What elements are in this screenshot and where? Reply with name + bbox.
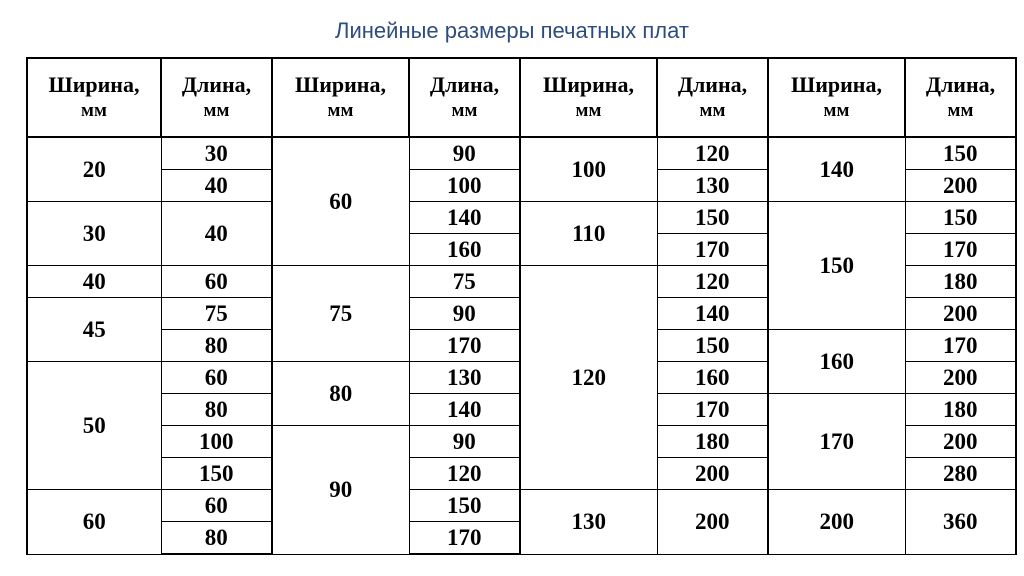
length-cell: 160 bbox=[409, 234, 520, 266]
length-cell: 80 bbox=[161, 394, 272, 426]
width-cell: 50 bbox=[27, 362, 161, 490]
length-cell: 80 bbox=[161, 330, 272, 362]
width-cell: 75 bbox=[272, 266, 409, 362]
length-cell: 160 bbox=[657, 362, 768, 394]
width-cell: 90 bbox=[272, 426, 409, 555]
length-cell: 130 bbox=[409, 362, 520, 394]
column-header bbox=[409, 58, 520, 137]
width-cell: 60 bbox=[27, 490, 161, 555]
width-cell: 30 bbox=[27, 202, 161, 266]
length-cell: 100 bbox=[161, 426, 272, 458]
length-cell: 100 bbox=[409, 170, 520, 202]
column-header bbox=[520, 58, 657, 137]
length-cell: 140 bbox=[409, 202, 520, 234]
length-cell: 120 bbox=[409, 458, 520, 490]
width-cell: 45 bbox=[27, 298, 161, 362]
length-cell: 75 bbox=[161, 298, 272, 330]
length-cell: 170 bbox=[905, 234, 1016, 266]
width-cell: 80 bbox=[272, 362, 409, 426]
length-cell: 150 bbox=[905, 202, 1016, 234]
length-cell: 200 bbox=[905, 362, 1016, 394]
column-header-name: Ширина, bbox=[543, 71, 634, 97]
column-header bbox=[272, 58, 409, 137]
width-cell: 150 bbox=[768, 202, 905, 330]
length-cell: 60 bbox=[161, 362, 272, 394]
length-cell: 140 bbox=[409, 394, 520, 426]
length-cell: 200 bbox=[905, 426, 1016, 458]
column-header-unit: мм bbox=[81, 99, 107, 121]
column-header-name: Длина, bbox=[677, 71, 748, 97]
length-cell: 200 bbox=[657, 458, 768, 490]
column-header-name: Длина, bbox=[181, 71, 252, 97]
length-cell: 150 bbox=[657, 330, 768, 362]
length-cell: 140 bbox=[657, 298, 768, 330]
column-header-unit: мм bbox=[327, 99, 354, 121]
length-cell: 150 bbox=[161, 458, 272, 490]
width-cell: 20 bbox=[27, 137, 161, 202]
length-cell: 150 bbox=[657, 202, 768, 234]
length-cell: 180 bbox=[657, 426, 768, 458]
length-cell: 170 bbox=[409, 330, 520, 362]
length-cell: 75 bbox=[409, 266, 520, 298]
column-header bbox=[905, 58, 1016, 137]
length-cell: 60 bbox=[161, 266, 272, 298]
length-cell: 30 bbox=[161, 137, 272, 170]
document-title: Линейные размеры печатных плат bbox=[335, 18, 689, 43]
column-header-name: Длина, bbox=[429, 71, 500, 97]
length-cell: 90 bbox=[409, 426, 520, 458]
column-header-name: Длина, bbox=[925, 71, 996, 97]
length-cell: 80 bbox=[161, 522, 272, 555]
column-header-unit: мм bbox=[575, 99, 602, 121]
column-header-name: Ширина, bbox=[48, 71, 140, 97]
length-cell: 150 bbox=[409, 490, 520, 522]
width-cell: 170 bbox=[768, 394, 905, 490]
length-cell: 360 bbox=[905, 490, 1016, 555]
column-header-name: Ширина, bbox=[295, 71, 386, 97]
length-cell: 60 bbox=[161, 490, 272, 522]
length-cell: 90 bbox=[409, 137, 520, 170]
length-cell: 150 bbox=[905, 137, 1016, 170]
column-header bbox=[768, 58, 905, 137]
length-cell: 280 bbox=[905, 458, 1016, 490]
column-header bbox=[27, 58, 161, 137]
length-cell: 170 bbox=[657, 234, 768, 266]
length-cell: 130 bbox=[657, 170, 768, 202]
length-cell: 180 bbox=[905, 394, 1016, 426]
width-cell: 40 bbox=[27, 266, 161, 298]
width-cell: 100 bbox=[520, 137, 657, 202]
table-row bbox=[27, 137, 1016, 170]
width-cell: 130 bbox=[520, 490, 657, 555]
length-cell: 170 bbox=[409, 522, 520, 555]
width-cell: 200 bbox=[768, 490, 905, 555]
column-header-name: Ширина, bbox=[791, 71, 882, 97]
length-cell: 200 bbox=[905, 298, 1016, 330]
pcb-dimensions-table bbox=[26, 57, 1017, 555]
length-cell: 120 bbox=[657, 266, 768, 298]
width-cell: 120 bbox=[520, 266, 657, 490]
column-header bbox=[161, 58, 272, 137]
length-cell: 200 bbox=[905, 170, 1016, 202]
length-cell: 170 bbox=[905, 330, 1016, 362]
length-cell: 40 bbox=[161, 170, 272, 202]
column-header-unit: мм bbox=[823, 99, 850, 121]
width-cell: 140 bbox=[768, 137, 905, 202]
column-header-unit: мм bbox=[699, 99, 726, 121]
column-header-unit: мм bbox=[451, 99, 478, 121]
length-cell: 40 bbox=[161, 202, 272, 266]
length-cell: 120 bbox=[657, 137, 768, 170]
length-cell: 200 bbox=[657, 490, 768, 555]
table-row bbox=[27, 490, 1016, 522]
length-cell: 170 bbox=[657, 394, 768, 426]
width-cell: 110 bbox=[520, 202, 657, 266]
column-header bbox=[657, 58, 768, 137]
length-cell: 90 bbox=[409, 298, 520, 330]
column-header-unit: мм bbox=[947, 99, 974, 121]
length-cell: 180 bbox=[905, 266, 1016, 298]
table-row bbox=[27, 202, 1016, 234]
width-cell: 60 bbox=[272, 137, 409, 266]
column-header-unit: мм bbox=[203, 99, 230, 121]
width-cell: 160 bbox=[768, 330, 905, 394]
